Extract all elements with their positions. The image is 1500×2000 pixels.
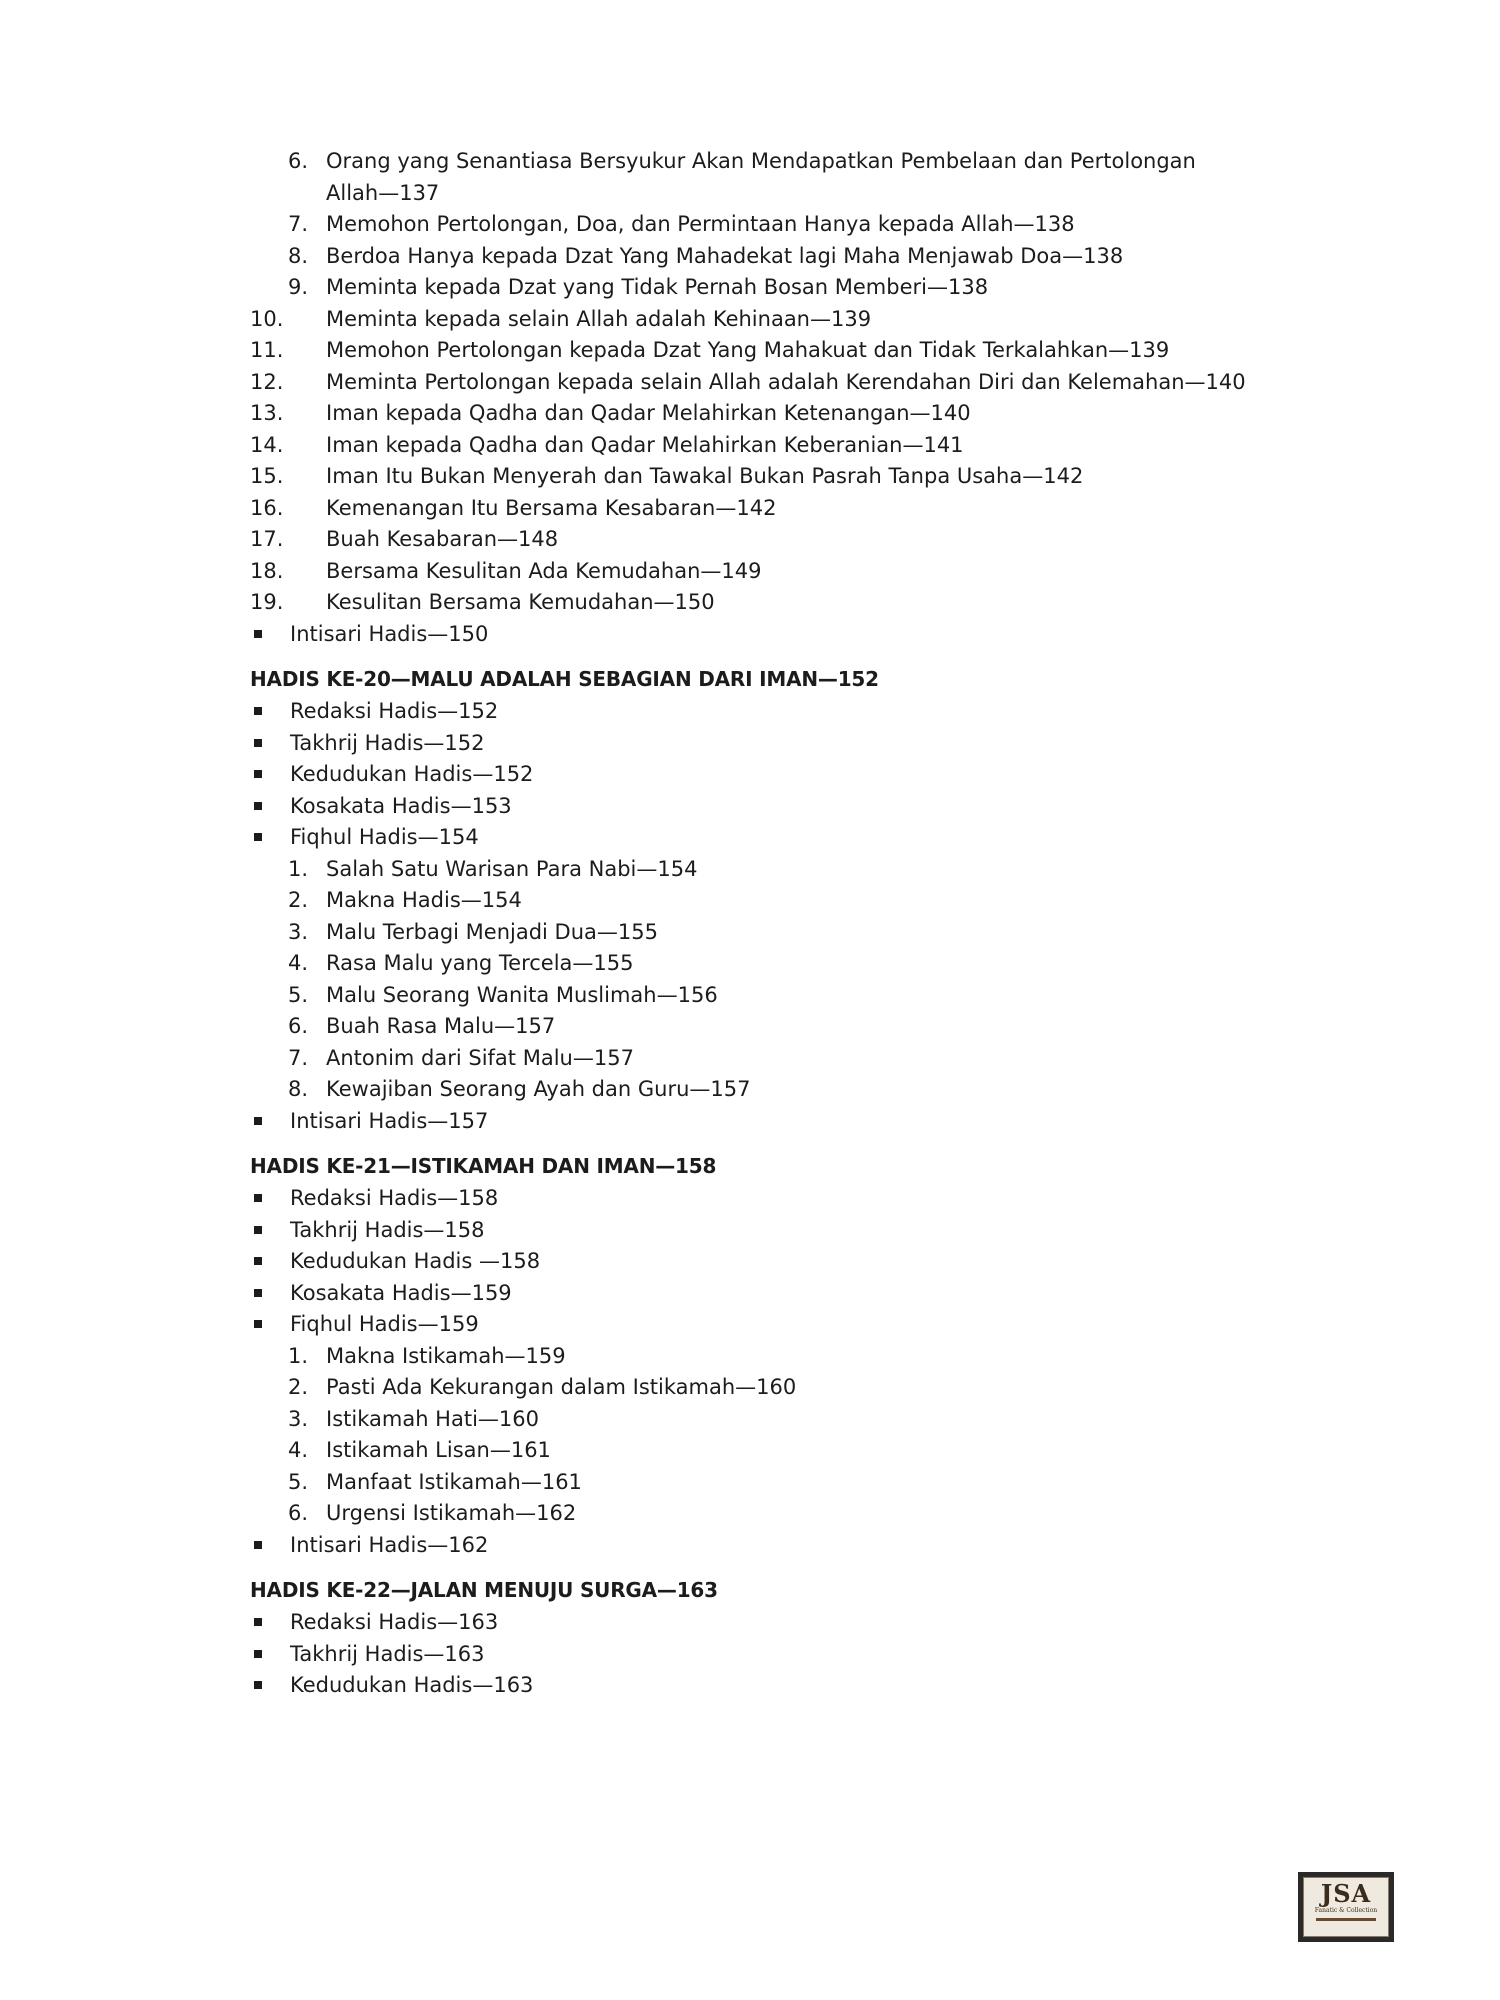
toc-entry-text: Takhrij Hadis—152 bbox=[290, 730, 485, 755]
item-number: 8. bbox=[288, 1077, 309, 1101]
toc-numbered-item bbox=[250, 854, 1250, 886]
square-bullet-icon bbox=[254, 707, 262, 715]
toc-numbered-item bbox=[250, 1498, 1250, 1530]
square-bullet-icon bbox=[254, 1681, 262, 1689]
square-bullet-icon bbox=[254, 770, 262, 778]
toc-entry-text: Kedudukan Hadis —158 bbox=[290, 1249, 541, 1273]
toc-bullet-item bbox=[250, 759, 1250, 791]
toc-entry-text: Buah Kesabaran—148 bbox=[326, 527, 559, 551]
toc-numbered-item bbox=[250, 398, 1250, 430]
toc-bullet-item bbox=[250, 1639, 1250, 1671]
toc-bullet-item bbox=[250, 728, 1250, 760]
toc-entry-text: Antonim dari Sifat Malu—157 bbox=[326, 1045, 634, 1070]
toc-entry-text: Istikamah Hati—160 bbox=[326, 1406, 539, 1431]
toc-entry-text: Kedudukan Hadis—163 bbox=[290, 1673, 534, 1697]
item-number: 5. bbox=[288, 982, 309, 1007]
toc-entry-text: Intisari Hadis—157 bbox=[290, 1108, 489, 1133]
toc-numbered-item bbox=[250, 556, 1250, 588]
item-number: 17. bbox=[250, 527, 284, 551]
toc-entry-text: Kosakata Hadis—153 bbox=[290, 793, 512, 818]
toc-entry-text: Makna Istikamah—159 bbox=[326, 1343, 566, 1368]
item-number: 4. bbox=[288, 951, 309, 975]
toc-numbered-item bbox=[250, 1074, 1250, 1106]
item-number: 7. bbox=[288, 212, 309, 236]
item-number: 2. bbox=[288, 888, 309, 912]
item-number: 8. bbox=[288, 243, 309, 268]
toc-bullet-item bbox=[250, 1183, 1250, 1215]
item-number: 1. bbox=[288, 1343, 309, 1368]
square-bullet-icon bbox=[254, 1226, 262, 1234]
toc-numbered-item bbox=[250, 980, 1250, 1012]
toc-bullet-item bbox=[250, 1106, 1250, 1138]
toc-bullet-item bbox=[250, 619, 1250, 651]
toc-numbered-item bbox=[250, 1467, 1250, 1499]
toc-entry-text: Memohon Pertolongan kepada Dzat Yang Mahakuat dan Tidak Terkalahkan—139 bbox=[326, 338, 1170, 362]
toc-entry-text: Meminta Pertolongan kepada selain Allah adalah Kerendahan Diri dan Kelemahan—140 bbox=[326, 369, 1246, 394]
square-bullet-icon bbox=[254, 833, 262, 841]
toc-entry-text: Kedudukan Hadis—152 bbox=[290, 762, 534, 786]
toc-bullet-item bbox=[250, 1607, 1250, 1639]
toc-numbered-item bbox=[250, 1043, 1250, 1075]
toc-bullet-item bbox=[250, 696, 1250, 728]
item-number: 1. bbox=[288, 856, 309, 881]
toc-numbered-item bbox=[250, 1435, 1250, 1467]
toc-entry-text: Buah Rasa Malu—157 bbox=[326, 1014, 556, 1038]
item-number: 12. bbox=[250, 369, 284, 394]
toc-numbered-item bbox=[250, 1341, 1250, 1373]
toc-bullet-item bbox=[250, 791, 1250, 823]
publisher-logo bbox=[1298, 1872, 1394, 1942]
toc-numbered-item bbox=[250, 430, 1250, 462]
square-bullet-icon bbox=[254, 1194, 262, 1202]
section-heading: HADIS KE-21—ISTIKAMAH DAN IMAN—158 bbox=[250, 1154, 717, 1178]
toc-entry-text: Takhrij Hadis—158 bbox=[290, 1217, 485, 1242]
toc-bullet-item bbox=[250, 1309, 1250, 1341]
toc-entry-text: Iman kepada Qadha dan Qadar Melahirkan Ketenangan—140 bbox=[326, 401, 971, 425]
item-number: 13. bbox=[250, 401, 284, 425]
toc-entry-text: Salah Satu Warisan Para Nabi—154 bbox=[326, 856, 698, 881]
logo-tagline: Fanatic & Collection bbox=[1314, 1907, 1378, 1914]
item-number: 18. bbox=[250, 558, 284, 583]
toc-numbered-item bbox=[250, 1372, 1250, 1404]
toc-entry-text: Memohon Pertolongan, Doa, dan Permintaan Hanya kepada Allah—138 bbox=[326, 212, 1075, 236]
toc-bullet-item bbox=[250, 1246, 1250, 1278]
toc-entry-text: Kesulitan Bersama Kemudahan—150 bbox=[326, 590, 715, 614]
toc-numbered-item bbox=[250, 335, 1250, 367]
square-bullet-icon bbox=[254, 1320, 262, 1328]
toc-bullet-item bbox=[250, 1215, 1250, 1247]
toc-entry-text: Kosakata Hadis—159 bbox=[290, 1280, 512, 1305]
toc-entry-text: Intisari Hadis—150 bbox=[290, 621, 489, 646]
toc-numbered-item bbox=[250, 209, 1250, 241]
square-bullet-icon bbox=[254, 1650, 262, 1658]
item-number: 7. bbox=[288, 1045, 309, 1070]
item-number: 3. bbox=[288, 919, 309, 944]
toc-entry-text: Orang yang Senantiasa Bersyukur Akan Mendapatkan Pembelaan dan Pertolongan Allah—137 bbox=[326, 149, 1196, 205]
toc-bullet-item bbox=[250, 1670, 1250, 1702]
toc-entry-text: Urgensi Istikamah—162 bbox=[326, 1501, 577, 1525]
item-number: 10. bbox=[250, 306, 284, 331]
toc-numbered-item bbox=[250, 587, 1250, 619]
square-bullet-icon bbox=[254, 1618, 262, 1626]
toc-entry-text: Meminta kepada Dzat yang Tidak Pernah Bosan Memberi—138 bbox=[326, 275, 989, 299]
square-bullet-icon bbox=[254, 739, 262, 747]
toc-numbered-item bbox=[250, 948, 1250, 980]
toc-entry-text: Fiqhul Hadis—159 bbox=[290, 1312, 479, 1336]
item-number: 6. bbox=[288, 149, 309, 173]
toc-bullet-item bbox=[250, 1530, 1250, 1562]
item-number: 15. bbox=[250, 464, 284, 488]
toc-entry-text: Redaksi Hadis—152 bbox=[290, 699, 499, 723]
section-heading: HADIS KE-20—MALU ADALAH SEBAGIAN DARI IMAN—152 bbox=[250, 667, 879, 691]
toc-numbered-item bbox=[250, 146, 1250, 209]
square-bullet-icon bbox=[254, 1117, 262, 1125]
toc-numbered-item bbox=[250, 241, 1250, 273]
toc-bullet-item bbox=[250, 822, 1250, 854]
toc-numbered-item bbox=[250, 461, 1250, 493]
toc-numbered-item bbox=[250, 917, 1250, 949]
toc-entry-text: Meminta kepada selain Allah adalah Kehinaan—139 bbox=[326, 306, 872, 331]
toc-entry-text: Manfaat Istikamah—161 bbox=[326, 1469, 582, 1494]
toc-entry-text: Redaksi Hadis—163 bbox=[290, 1610, 499, 1634]
toc-numbered-item bbox=[250, 493, 1250, 525]
toc-entry-text: Malu Seorang Wanita Muslimah—156 bbox=[326, 982, 718, 1007]
item-number: 6. bbox=[288, 1501, 309, 1525]
square-bullet-icon bbox=[254, 1257, 262, 1265]
square-bullet-icon bbox=[254, 1541, 262, 1549]
section-heading: HADIS KE-22—JALAN MENUJU SURGA—163 bbox=[250, 1578, 718, 1602]
table-of-contents bbox=[250, 146, 1250, 1702]
item-number: 2. bbox=[288, 1375, 309, 1399]
toc-numbered-item bbox=[250, 367, 1250, 399]
toc-entry-text: Iman Itu Bukan Menyerah dan Tawakal Bukan Pasrah Tanpa Usaha—142 bbox=[326, 464, 1084, 488]
toc-numbered-item bbox=[250, 1011, 1250, 1043]
toc-entry-text: Makna Hadis—154 bbox=[326, 888, 522, 912]
toc-numbered-item bbox=[250, 885, 1250, 917]
item-number: 3. bbox=[288, 1406, 309, 1431]
toc-entry-text: Bersama Kesulitan Ada Kemudahan—149 bbox=[326, 558, 762, 583]
toc-entry-text: Takhrij Hadis—163 bbox=[290, 1641, 485, 1666]
logo-bar bbox=[1316, 1918, 1376, 1921]
toc-entry-text: Fiqhul Hadis—154 bbox=[290, 825, 479, 849]
item-number: 9. bbox=[288, 275, 309, 299]
toc-numbered-item bbox=[250, 272, 1250, 304]
logo-letters: JSA bbox=[1320, 1879, 1372, 1908]
toc-entry-text: Berdoa Hanya kepada Dzat Yang Mahadekat lagi Maha Menjawab Doa—138 bbox=[326, 243, 1124, 268]
item-number: 11. bbox=[250, 338, 284, 362]
toc-numbered-item bbox=[250, 524, 1250, 556]
square-bullet-icon bbox=[254, 630, 262, 638]
item-number: 16. bbox=[250, 495, 284, 520]
item-number: 6. bbox=[288, 1014, 309, 1038]
toc-entry-text: Intisari Hadis—162 bbox=[290, 1532, 489, 1557]
item-number: 14. bbox=[250, 432, 284, 457]
item-number: 19. bbox=[250, 590, 284, 614]
square-bullet-icon bbox=[254, 1289, 262, 1297]
toc-entry-text: Iman kepada Qadha dan Qadar Melahirkan Keberanian—141 bbox=[326, 432, 964, 457]
toc-entry-text: Malu Terbagi Menjadi Dua—155 bbox=[326, 919, 658, 944]
square-bullet-icon bbox=[254, 802, 262, 810]
toc-entry-text: Kewajiban Seorang Ayah dan Guru—157 bbox=[326, 1077, 751, 1101]
toc-entry-text: Redaksi Hadis—158 bbox=[290, 1186, 499, 1210]
toc-numbered-item bbox=[250, 1404, 1250, 1436]
toc-entry-text: Pasti Ada Kekurangan dalam Istikamah—160 bbox=[326, 1375, 797, 1399]
item-number: 5. bbox=[288, 1469, 309, 1494]
toc-entry-text: Istikamah Lisan—161 bbox=[326, 1438, 551, 1462]
toc-bullet-item bbox=[250, 1278, 1250, 1310]
item-number: 4. bbox=[288, 1438, 309, 1462]
toc-entry-text: Rasa Malu yang Tercela—155 bbox=[326, 951, 634, 975]
toc-numbered-item bbox=[250, 304, 1250, 336]
toc-entry-text: Kemenangan Itu Bersama Kesabaran—142 bbox=[326, 495, 777, 520]
